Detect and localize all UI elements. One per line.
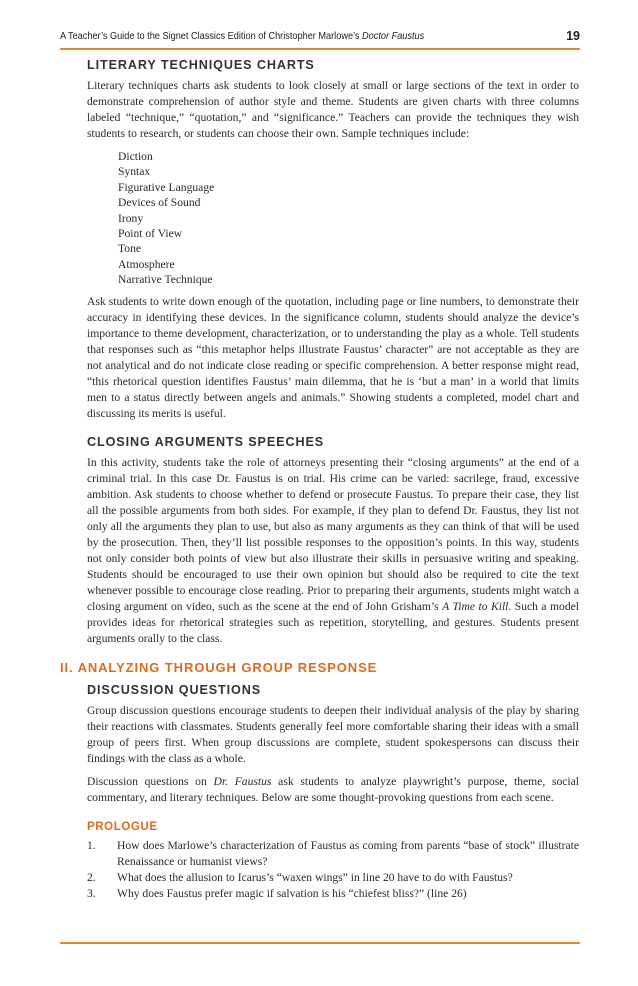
closing-body-text-end: . Such a model provides ideas for rhetorical strategies such as repetition, storytelling, and gestures. Students present arguments orally to the class. [87,599,580,645]
technique-item: Irony [118,211,144,225]
play-title: Dr. Faustus [213,774,272,788]
question-number: 1. [87,838,96,852]
technique-item: Atmosphere [118,257,175,271]
technique-item: Devices of Sound [118,196,201,210]
discussion-para-2-text: Discussion questions on [87,774,214,788]
book-title: A Time to Kill [442,599,509,613]
closing-body-text: In this activity, students take the role of attorneys presenting their “closing arguments” at the end of a criminal trial. In this case Dr. Faustus is on trial. His crime can be varied: sacrilege, fraud, excessive ambition. Ask students to choose whether to defend or prosecute Faustus. To prepare their case, they list all the possible arguments from both sides. For example, if they plan to defend Dr. Faustus, they list not only all the arguments they plan to use, but also as many arguments as they can think of that will be used by the prosecution. Then, they’ll list possible responses to the opposition’s points. In this way, students not only consider both points of view but also illustrate their skills in persuasive writing and speaking. Students should be encouraged to use their own opinion but should also be required to cite the text whenever possible to encourage close reading. Prior to preparing their arguments, students might watch a closing argument on video, such as the scene at the end of John Grisham’s [87,455,579,613]
technique-item: Figurative Language [118,180,215,194]
question-text: Why does Faustus prefer magic if salvation is his “chiefest bliss?” (line 26) [117,886,467,900]
page-header [60,29,580,47]
technique-item: Syntax [118,165,151,179]
closing-arguments-body [87,455,579,647]
question-number: 3. [87,886,96,900]
literary-techniques-heading: LITERARY TECHNIQUES CHARTS [87,58,315,72]
discussion-para-2 [87,774,579,806]
closing-arguments-heading: CLOSING ARGUMENTS SPEECHES [87,434,325,449]
header-rule [60,48,580,50]
technique-item: Tone [118,242,142,256]
literary-techniques-intro: Literary techniques charts ask students to look closely at small or large sections of the text in order to demonstrate comprehension of author style and theme. Students are given charts with three columns labeled “technique,” “quotation,” and “significance.” Teachers can provide the techniques they wish students to research, or students can choose their own. Sample techniques include: [87,79,579,140]
running-title-prefix: A Teacher’s Guide to the Signet Classics Edition of Christopher Marlowe’s [60,31,363,42]
page-content [60,58,580,902]
question-item [87,838,579,870]
group-response-heading: II. ANALYZING THROUGH GROUP RESPONSE [60,659,378,675]
footer-rule [60,942,580,944]
literary-techniques-body: Ask students to write down enough of the quotation, including page or line numbers, to demonstrate their accuracy in identifying these devices. In the significance column, students should analyze the device’s importance to theme development, characterization, or to understanding the play as a whole. Tell students that responses such as “this metaphor helps illustrate Faustus’ character” are not acceptable as they are not analytical and do not indicate close reading or specific comprehension. A better response might read, “this rhetorical question identifies Faustus’ main dilemma, that he is ‘but a man’ in a world that limits men to a status directly between angels and animals.” Showing students a completed, model chart and discussing its merits is useful. [87,294,579,420]
technique-item: Narrative Technique [118,273,213,287]
prologue-heading: PROLOGUE [87,820,158,833]
technique-item: Point of View [118,227,183,241]
question-item [87,886,579,902]
discussion-questions-heading: DISCUSSION QUESTIONS [87,682,262,697]
technique-item: Diction [118,150,153,163]
page-number: 19 [566,29,580,43]
running-title [60,31,424,42]
question-text: What does the allusion to Icarus’s “waxen wings” in line 20 have to do with Faustus? [117,870,513,884]
question-number: 2. [87,870,96,884]
discussion-para-1: Group discussion questions encourage students to deepen their individual analysis of the play by sharing their reactions with classmates. Students generally feel more comfortable sharing their ideas with a small group of peers first. When group discussions are complete, student spokespersons can discuss their findings with the class as a whole. [87,703,579,765]
prologue-questions [87,838,579,902]
discussion-para-2-text-end: ask students to analyze playwright’s purpose, theme, social commentary, and literary techniques. Below are some thought-provoking questions from each scene. [87,774,579,804]
question-item [87,870,579,886]
question-text: How does Marlowe’s characterization of Faustus as coming from parents “base of stock” illustrate Renaissance or humanist views? [117,838,579,868]
running-title-italic: Doctor Faustus [362,31,425,42]
techniques-list [118,149,579,288]
